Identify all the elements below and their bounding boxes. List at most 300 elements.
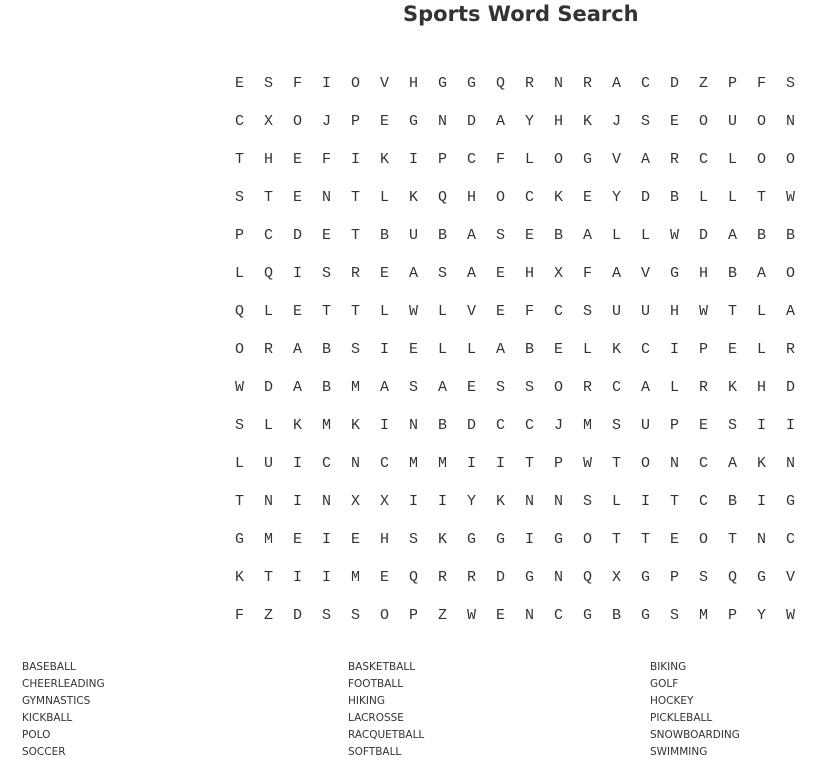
grid-letter[interactable]: R [524, 74, 534, 92]
grid-letter[interactable]: K [611, 340, 621, 358]
grid-letter[interactable]: Y [756, 606, 766, 624]
grid-letter[interactable]: E [379, 568, 389, 586]
grid-letter[interactable]: H [698, 264, 708, 282]
grid-letter[interactable]: I [466, 454, 476, 472]
grid-letter[interactable]: S [321, 264, 331, 282]
grid-letter[interactable]: P [437, 150, 447, 168]
grid-letter[interactable]: R [698, 378, 708, 396]
grid-letter[interactable]: T [611, 530, 621, 548]
grid-letter[interactable]: R [669, 150, 679, 168]
grid-letter[interactable]: E [292, 302, 302, 320]
grid-letter[interactable]: K [553, 188, 563, 206]
grid-letter[interactable]: O [495, 188, 505, 206]
grid-letter[interactable]: C [698, 492, 708, 510]
grid-letter[interactable]: A [495, 340, 505, 358]
grid-letter[interactable]: T [350, 188, 360, 206]
grid-letter[interactable]: E [727, 340, 737, 358]
grid-letter[interactable]: J [611, 112, 621, 130]
grid-letter[interactable]: M [437, 454, 447, 472]
grid-letter[interactable]: L [582, 340, 592, 358]
grid-letter[interactable]: C [234, 112, 244, 130]
grid-letter[interactable]: S [669, 606, 679, 624]
grid-letter[interactable]: L [466, 340, 476, 358]
grid-letter[interactable]: I [321, 530, 331, 548]
grid-letter[interactable]: O [553, 378, 563, 396]
grid-letter[interactable]: E [553, 340, 563, 358]
grid-letter[interactable]: I [408, 492, 418, 510]
grid-letter[interactable]: I [437, 492, 447, 510]
grid-letter[interactable]: Y [524, 112, 534, 130]
grid-letter[interactable]: O [379, 606, 389, 624]
grid-letter[interactable]: E [234, 74, 244, 92]
grid-letter[interactable]: N [669, 454, 679, 472]
grid-letter[interactable]: T [263, 568, 273, 586]
grid-letter[interactable]: S [727, 416, 737, 434]
grid-letter[interactable]: B [321, 378, 331, 396]
grid-letter[interactable]: G [466, 530, 476, 548]
grid-letter[interactable]: E [292, 150, 302, 168]
grid-letter[interactable]: M [321, 416, 331, 434]
grid-letter[interactable]: E [698, 416, 708, 434]
grid-letter[interactable]: T [350, 226, 360, 244]
grid-letter[interactable]: N [785, 454, 795, 472]
grid-letter[interactable]: U [640, 302, 650, 320]
grid-letter[interactable]: B [727, 492, 737, 510]
grid-letter[interactable]: I [379, 416, 389, 434]
grid-letter[interactable]: P [553, 454, 563, 472]
grid-letter[interactable]: Q [234, 302, 244, 320]
grid-letter[interactable]: C [379, 454, 389, 472]
grid-letter[interactable]: I [292, 264, 302, 282]
grid-letter[interactable]: G [408, 112, 418, 130]
grid-letter[interactable]: E [379, 264, 389, 282]
grid-letter[interactable]: D [698, 226, 708, 244]
grid-letter[interactable]: S [640, 112, 650, 130]
grid-letter[interactable]: G [495, 530, 505, 548]
grid-letter[interactable]: K [756, 454, 766, 472]
grid-letter[interactable]: T [727, 530, 737, 548]
grid-letter[interactable]: C [553, 606, 563, 624]
grid-letter[interactable]: I [495, 454, 505, 472]
grid-letter[interactable]: E [495, 264, 505, 282]
grid-letter[interactable]: Q [727, 568, 737, 586]
grid-letter[interactable]: N [553, 568, 563, 586]
grid-letter[interactable]: S [785, 74, 795, 92]
grid-letter[interactable]: L [756, 340, 766, 358]
grid-letter[interactable]: T [727, 302, 737, 320]
grid-letter[interactable]: C [698, 150, 708, 168]
grid-letter[interactable]: D [785, 378, 795, 396]
grid-letter[interactable]: M [263, 530, 273, 548]
grid-letter[interactable]: F [234, 606, 244, 624]
grid-letter[interactable]: L [263, 302, 273, 320]
grid-letter[interactable]: R [466, 568, 476, 586]
grid-letter[interactable]: B [437, 226, 447, 244]
grid-letter[interactable]: A [292, 340, 302, 358]
grid-letter[interactable]: A [611, 74, 621, 92]
grid-letter[interactable]: L [234, 264, 244, 282]
grid-letter[interactable]: I [292, 568, 302, 586]
grid-letter[interactable]: H [524, 264, 534, 282]
grid-letter[interactable]: S [495, 226, 505, 244]
grid-letter[interactable]: C [785, 530, 795, 548]
grid-letter[interactable]: O [785, 264, 795, 282]
grid-letter[interactable]: X [379, 492, 389, 510]
grid-letter[interactable]: X [553, 264, 563, 282]
grid-letter[interactable]: N [524, 606, 534, 624]
grid-letter[interactable]: O [553, 150, 563, 168]
grid-letter[interactable]: E [350, 530, 360, 548]
grid-letter[interactable]: A [292, 378, 302, 396]
grid-letter[interactable]: D [466, 416, 476, 434]
grid-letter[interactable]: S [437, 264, 447, 282]
grid-letter[interactable]: E [379, 112, 389, 130]
grid-letter[interactable]: H [263, 150, 273, 168]
grid-letter[interactable]: K [234, 568, 244, 586]
grid-letter[interactable]: B [437, 416, 447, 434]
grid-letter[interactable]: N [756, 530, 766, 548]
grid-letter[interactable]: T [524, 454, 534, 472]
grid-letter[interactable]: I [756, 416, 766, 434]
grid-letter[interactable]: V [640, 264, 650, 282]
grid-letter[interactable]: L [611, 226, 621, 244]
grid-letter[interactable]: C [524, 188, 534, 206]
grid-letter[interactable]: V [785, 568, 795, 586]
grid-letter[interactable]: G [669, 264, 679, 282]
grid-letter[interactable]: N [553, 74, 563, 92]
grid-letter[interactable]: L [669, 378, 679, 396]
grid-letter[interactable]: K [379, 150, 389, 168]
grid-letter[interactable]: V [466, 302, 476, 320]
grid-letter[interactable]: T [263, 188, 273, 206]
grid-letter[interactable]: S [495, 378, 505, 396]
grid-letter[interactable]: T [234, 492, 244, 510]
grid-letter[interactable]: U [263, 454, 273, 472]
grid-letter[interactable]: I [321, 74, 331, 92]
grid-letter[interactable]: N [263, 492, 273, 510]
grid-letter[interactable]: G [582, 150, 592, 168]
grid-letter[interactable]: K [495, 492, 505, 510]
grid-letter[interactable]: Y [466, 492, 476, 510]
grid-letter[interactable]: G [640, 568, 650, 586]
grid-letter[interactable]: K [727, 378, 737, 396]
grid-letter[interactable]: L [727, 188, 737, 206]
grid-letter[interactable]: F [321, 150, 331, 168]
grid-letter[interactable]: A [379, 378, 389, 396]
grid-letter[interactable]: A [640, 378, 650, 396]
grid-letter[interactable]: I [292, 454, 302, 472]
grid-letter[interactable]: W [669, 226, 679, 244]
grid-letter[interactable]: R [437, 568, 447, 586]
grid-letter[interactable]: E [582, 188, 592, 206]
grid-letter[interactable]: D [495, 568, 505, 586]
grid-letter[interactable]: A [466, 226, 476, 244]
grid-letter[interactable]: P [727, 74, 737, 92]
grid-letter[interactable]: G [553, 530, 563, 548]
grid-letter[interactable]: B [756, 226, 766, 244]
grid-letter[interactable]: F [756, 74, 766, 92]
grid-letter[interactable]: O [756, 150, 766, 168]
grid-letter[interactable]: L [379, 302, 389, 320]
grid-letter[interactable]: H [379, 530, 389, 548]
grid-letter[interactable]: S [582, 492, 592, 510]
grid-letter[interactable]: E [495, 302, 505, 320]
grid-letter[interactable]: S [408, 530, 418, 548]
grid-letter[interactable]: D [640, 188, 650, 206]
grid-letter[interactable]: O [292, 112, 302, 130]
grid-letter[interactable]: R [582, 378, 592, 396]
grid-letter[interactable]: S [611, 416, 621, 434]
grid-letter[interactable]: C [640, 74, 650, 92]
grid-letter[interactable]: T [321, 302, 331, 320]
grid-letter[interactable]: T [611, 454, 621, 472]
grid-letter[interactable]: K [582, 112, 592, 130]
grid-letter[interactable]: C [640, 340, 650, 358]
grid-letter[interactable]: L [437, 340, 447, 358]
grid-letter[interactable]: H [408, 74, 418, 92]
grid-letter[interactable]: L [640, 226, 650, 244]
grid-letter[interactable]: E [495, 606, 505, 624]
grid-letter[interactable]: G [437, 74, 447, 92]
grid-letter[interactable]: W [466, 606, 476, 624]
grid-letter[interactable]: B [379, 226, 389, 244]
grid-letter[interactable]: D [292, 226, 302, 244]
grid-letter[interactable]: G [785, 492, 795, 510]
grid-letter[interactable]: T [640, 530, 650, 548]
grid-letter[interactable]: Q [437, 188, 447, 206]
grid-letter[interactable]: A [756, 264, 766, 282]
grid-letter[interactable]: H [553, 112, 563, 130]
grid-letter[interactable]: G [234, 530, 244, 548]
grid-letter[interactable]: Z [263, 606, 273, 624]
grid-letter[interactable]: H [466, 188, 476, 206]
grid-letter[interactable]: A [727, 226, 737, 244]
grid-letter[interactable]: X [263, 112, 273, 130]
grid-letter[interactable]: U [408, 226, 418, 244]
grid-letter[interactable]: S [234, 416, 244, 434]
grid-letter[interactable]: O [785, 150, 795, 168]
grid-letter[interactable]: P [350, 112, 360, 130]
grid-letter[interactable]: P [669, 568, 679, 586]
grid-letter[interactable]: N [524, 492, 534, 510]
grid-letter[interactable]: G [524, 568, 534, 586]
grid-letter[interactable]: O [756, 112, 766, 130]
grid-letter[interactable]: C [524, 416, 534, 434]
grid-letter[interactable]: W [582, 454, 592, 472]
grid-letter[interactable]: W [408, 302, 418, 320]
grid-letter[interactable]: N [785, 112, 795, 130]
grid-letter[interactable]: S [234, 188, 244, 206]
grid-letter[interactable]: F [582, 264, 592, 282]
grid-letter[interactable]: B [669, 188, 679, 206]
grid-letter[interactable]: I [524, 530, 534, 548]
grid-letter[interactable]: L [698, 188, 708, 206]
grid-letter[interactable]: Q [408, 568, 418, 586]
grid-letter[interactable]: M [582, 416, 592, 434]
grid-letter[interactable]: H [756, 378, 766, 396]
grid-letter[interactable]: I [379, 340, 389, 358]
grid-letter[interactable]: X [350, 492, 360, 510]
grid-letter[interactable]: I [785, 416, 795, 434]
grid-letter[interactable]: O [582, 530, 592, 548]
grid-letter[interactable]: J [553, 416, 563, 434]
grid-letter[interactable]: L [524, 150, 534, 168]
grid-letter[interactable]: O [640, 454, 650, 472]
grid-letter[interactable]: G [466, 74, 476, 92]
grid-letter[interactable]: E [669, 530, 679, 548]
grid-letter[interactable]: Q [263, 264, 273, 282]
grid-letter[interactable]: E [408, 340, 418, 358]
grid-letter[interactable]: S [321, 606, 331, 624]
grid-letter[interactable]: L [379, 188, 389, 206]
grid-letter[interactable]: S [263, 74, 273, 92]
grid-letter[interactable]: K [408, 188, 418, 206]
grid-letter[interactable]: A [640, 150, 650, 168]
grid-letter[interactable]: A [611, 264, 621, 282]
grid-letter[interactable]: A [582, 226, 592, 244]
grid-letter[interactable]: C [553, 302, 563, 320]
grid-letter[interactable]: V [379, 74, 389, 92]
grid-letter[interactable]: A [466, 264, 476, 282]
grid-letter[interactable]: C [321, 454, 331, 472]
grid-letter[interactable]: P [727, 606, 737, 624]
grid-letter[interactable]: E [524, 226, 534, 244]
grid-letter[interactable]: H [669, 302, 679, 320]
grid-letter[interactable]: E [669, 112, 679, 130]
grid-letter[interactable]: F [292, 74, 302, 92]
grid-letter[interactable]: L [263, 416, 273, 434]
grid-letter[interactable]: I [292, 492, 302, 510]
grid-letter[interactable]: N [437, 112, 447, 130]
grid-letter[interactable]: G [582, 606, 592, 624]
grid-letter[interactable]: U [727, 112, 737, 130]
grid-letter[interactable]: L [437, 302, 447, 320]
grid-letter[interactable]: N [321, 188, 331, 206]
grid-letter[interactable]: U [640, 416, 650, 434]
grid-letter[interactable]: C [466, 150, 476, 168]
grid-letter[interactable]: B [785, 226, 795, 244]
grid-letter[interactable]: A [785, 302, 795, 320]
grid-letter[interactable]: P [669, 416, 679, 434]
grid-letter[interactable]: L [756, 302, 766, 320]
grid-letter[interactable]: C [495, 416, 505, 434]
grid-letter[interactable]: I [321, 568, 331, 586]
grid-letter[interactable]: S [582, 302, 592, 320]
grid-letter[interactable]: L [234, 454, 244, 472]
grid-letter[interactable]: L [727, 150, 737, 168]
grid-letter[interactable]: D [669, 74, 679, 92]
grid-letter[interactable]: P [408, 606, 418, 624]
grid-letter[interactable]: C [263, 226, 273, 244]
grid-letter[interactable]: I [350, 150, 360, 168]
grid-letter[interactable]: W [698, 302, 708, 320]
grid-letter[interactable]: N [350, 454, 360, 472]
grid-letter[interactable]: G [756, 568, 766, 586]
grid-letter[interactable]: F [495, 150, 505, 168]
grid-letter[interactable]: N [408, 416, 418, 434]
grid-letter[interactable]: S [698, 568, 708, 586]
grid-letter[interactable]: J [321, 112, 331, 130]
grid-letter[interactable]: Q [495, 74, 505, 92]
grid-letter[interactable]: M [350, 568, 360, 586]
grid-letter[interactable]: K [437, 530, 447, 548]
grid-letter[interactable]: I [408, 150, 418, 168]
grid-letter[interactable]: C [698, 454, 708, 472]
grid-letter[interactable]: M [350, 378, 360, 396]
grid-letter[interactable]: B [553, 226, 563, 244]
grid-letter[interactable]: E [321, 226, 331, 244]
grid-letter[interactable]: Z [698, 74, 708, 92]
grid-letter[interactable]: N [321, 492, 331, 510]
grid-letter[interactable]: R [785, 340, 795, 358]
grid-letter[interactable]: Q [582, 568, 592, 586]
grid-letter[interactable]: R [350, 264, 360, 282]
grid-letter[interactable]: U [611, 302, 621, 320]
grid-letter[interactable]: S [524, 378, 534, 396]
grid-letter[interactable]: W [785, 188, 795, 206]
grid-letter[interactable]: Z [437, 606, 447, 624]
grid-letter[interactable]: B [524, 340, 534, 358]
grid-letter[interactable]: T [756, 188, 766, 206]
grid-letter[interactable]: A [408, 264, 418, 282]
grid-letter[interactable]: E [466, 378, 476, 396]
grid-letter[interactable]: S [408, 378, 418, 396]
grid-letter[interactable]: D [292, 606, 302, 624]
grid-letter[interactable]: M [408, 454, 418, 472]
grid-letter[interactable]: G [640, 606, 650, 624]
grid-letter[interactable]: S [350, 340, 360, 358]
grid-letter[interactable]: B [611, 606, 621, 624]
grid-letter[interactable]: A [437, 378, 447, 396]
grid-letter[interactable]: T [350, 302, 360, 320]
grid-letter[interactable]: O [234, 340, 244, 358]
grid-letter[interactable]: M [698, 606, 708, 624]
grid-letter[interactable]: O [698, 530, 708, 548]
grid-letter[interactable]: N [553, 492, 563, 510]
grid-letter[interactable]: I [640, 492, 650, 510]
grid-letter[interactable]: L [611, 492, 621, 510]
grid-letter[interactable]: W [785, 606, 795, 624]
grid-letter[interactable]: P [698, 340, 708, 358]
grid-letter[interactable]: D [263, 378, 273, 396]
grid-letter[interactable]: C [611, 378, 621, 396]
grid-letter[interactable]: A [495, 112, 505, 130]
grid-letter[interactable]: O [350, 74, 360, 92]
grid-letter[interactable]: A [727, 454, 737, 472]
grid-letter[interactable]: E [292, 188, 302, 206]
grid-letter[interactable]: I [756, 492, 766, 510]
grid-letter[interactable]: O [698, 112, 708, 130]
grid-letter[interactable]: B [727, 264, 737, 282]
grid-letter[interactable]: W [234, 378, 244, 396]
grid-letter[interactable]: S [350, 606, 360, 624]
grid-letter[interactable]: E [292, 530, 302, 548]
grid-letter[interactable]: R [582, 74, 592, 92]
grid-letter[interactable]: R [263, 340, 273, 358]
grid-letter[interactable]: Y [611, 188, 621, 206]
grid-letter[interactable]: B [321, 340, 331, 358]
grid-letter[interactable]: T [669, 492, 679, 510]
grid-letter[interactable]: K [292, 416, 302, 434]
grid-letter[interactable]: T [234, 150, 244, 168]
grid-letter[interactable]: V [611, 150, 621, 168]
grid-letter[interactable]: F [524, 302, 534, 320]
grid-letter[interactable]: I [669, 340, 679, 358]
grid-letter[interactable]: X [611, 568, 621, 586]
grid-letter[interactable]: D [466, 112, 476, 130]
grid-letter[interactable]: P [234, 226, 244, 244]
grid-letter[interactable]: K [350, 416, 360, 434]
